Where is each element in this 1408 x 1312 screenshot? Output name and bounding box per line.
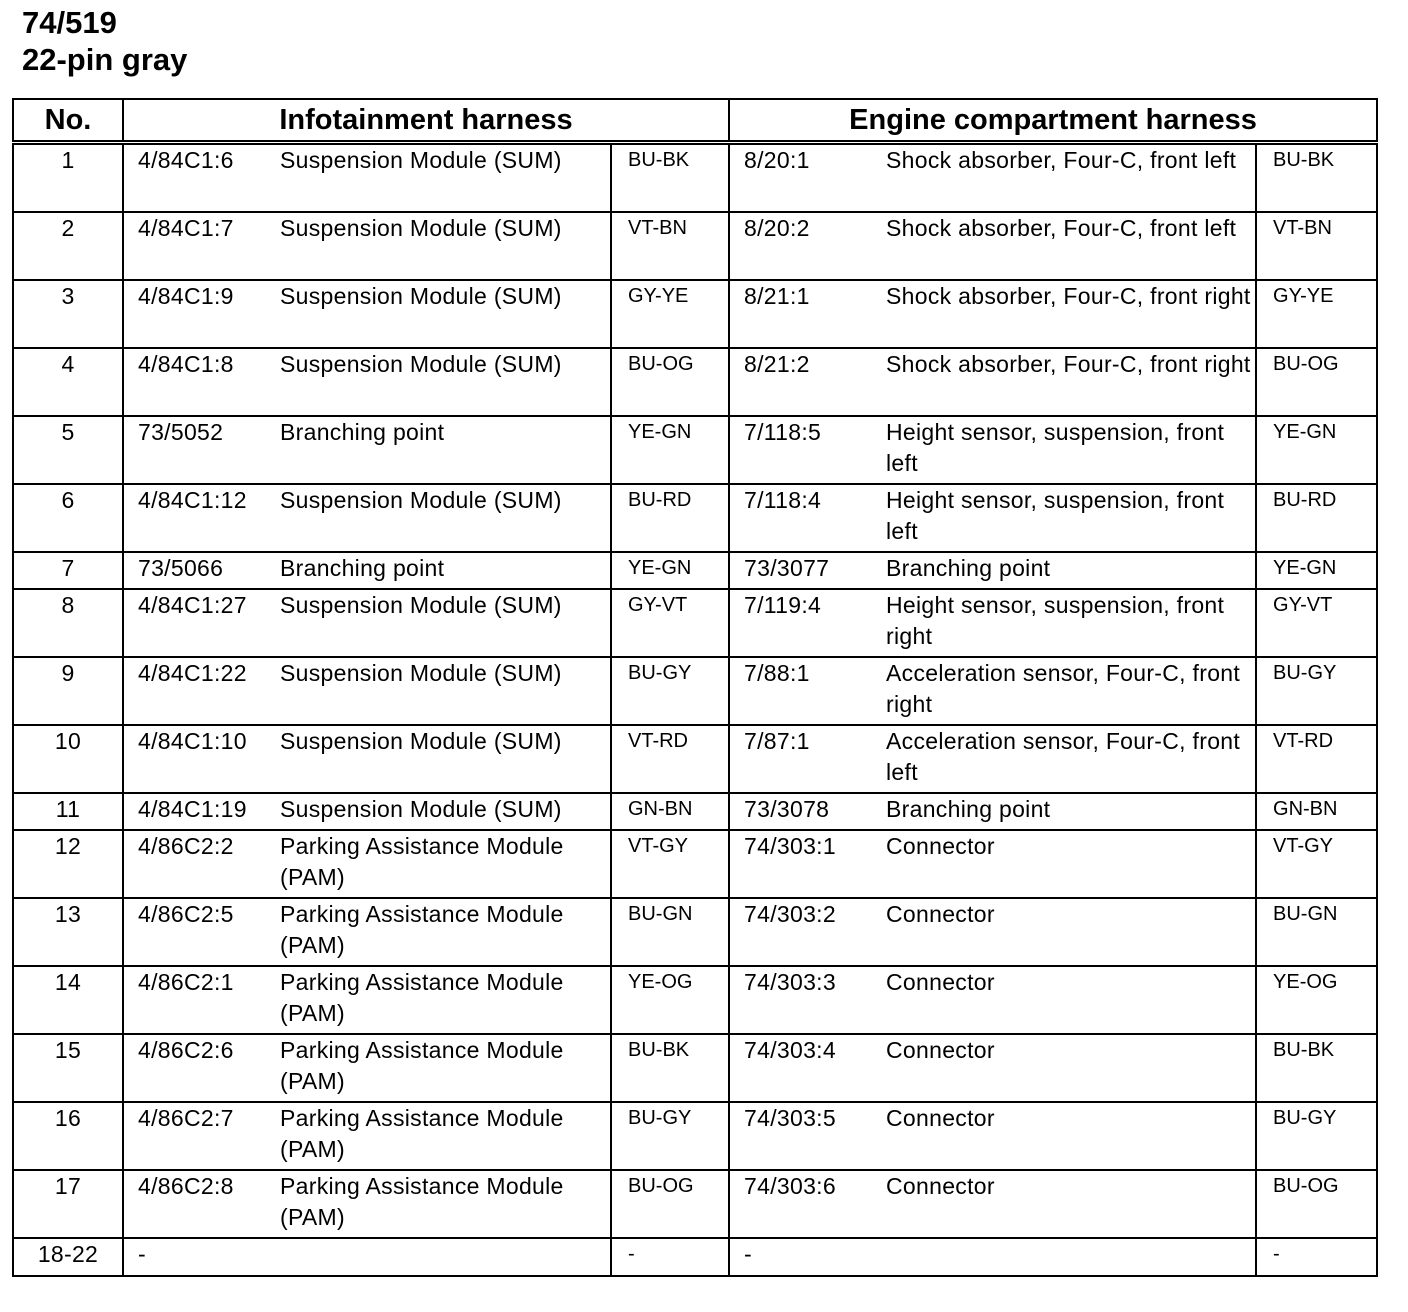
pin-number-cell: 9 — [13, 657, 123, 725]
engine-code-cell: 7/88:1 — [729, 657, 886, 725]
infotainment-description-cell: Parking Assistance Module (PAM) — [280, 1170, 611, 1238]
pin-number-cell: 13 — [13, 898, 123, 966]
pin-number-cell: 14 — [13, 966, 123, 1034]
engine-wire-color-cell: BU-BK — [1256, 1034, 1377, 1102]
infotainment-code-cell: 4/86C2:5 — [123, 898, 280, 966]
pin-number-cell: 6 — [13, 484, 123, 552]
table-row — [13, 484, 1377, 552]
engine-description-cell: Connector — [886, 898, 1256, 966]
engine-description-cell: Connector — [886, 966, 1256, 1034]
infotainment-wire-color-cell: YE-OG — [611, 966, 729, 1034]
document-heading — [22, 4, 187, 78]
infotainment-code-cell: 4/84C1:22 — [123, 657, 280, 725]
pin-number-cell: 16 — [13, 1102, 123, 1170]
infotainment-description-cell: Suspension Module (SUM) — [280, 725, 611, 793]
engine-description-cell: Shock absorber, Four-C, front left — [886, 212, 1256, 280]
engine-description-cell: Connector — [886, 1170, 1256, 1238]
infotainment-code-cell: 4/84C1:8 — [123, 348, 280, 416]
table-row — [13, 1170, 1377, 1238]
engine-wire-color-cell: YE-GN — [1256, 416, 1377, 484]
infotainment-wire-color-cell: - — [611, 1238, 729, 1276]
infotainment-description-cell: Suspension Module (SUM) — [280, 589, 611, 657]
infotainment-wire-color-cell: BU-OG — [611, 348, 729, 416]
engine-code-cell: 74/303:5 — [729, 1102, 886, 1170]
infotainment-code-cell: 73/5052 — [123, 416, 280, 484]
pin-number-cell: 2 — [13, 212, 123, 280]
engine-code-cell: 7/87:1 — [729, 725, 886, 793]
engine-description-cell: Height sensor, suspension, front right — [886, 589, 1256, 657]
pin-number-cell: 11 — [13, 793, 123, 830]
engine-code-cell: 7/118:5 — [729, 416, 886, 484]
engine-wire-color-cell: VT-GY — [1256, 830, 1377, 898]
engine-code-cell: 8/20:1 — [729, 143, 886, 213]
pin-number-cell: 18-22 — [13, 1238, 123, 1276]
pin-number-cell: 15 — [13, 1034, 123, 1102]
engine-wire-color-cell: GN-BN — [1256, 793, 1377, 830]
table-row — [13, 793, 1377, 830]
engine-code-cell: 74/303:1 — [729, 830, 886, 898]
infotainment-description-cell: Suspension Module (SUM) — [280, 657, 611, 725]
pin-number-cell: 12 — [13, 830, 123, 898]
pin-number-cell: 8 — [13, 589, 123, 657]
pin-number-cell: 3 — [13, 280, 123, 348]
infotainment-code-cell: 4/84C1:12 — [123, 484, 280, 552]
engine-wire-color-cell: GY-VT — [1256, 589, 1377, 657]
engine-wire-color-cell: BU-OG — [1256, 1170, 1377, 1238]
engine-wire-color-cell: BU-GY — [1256, 1102, 1377, 1170]
engine-wire-color-cell: VT-BN — [1256, 212, 1377, 280]
engine-description-cell: Connector — [886, 830, 1256, 898]
infotainment-wire-color-cell: BU-GY — [611, 1102, 729, 1170]
engine-description-cell: Shock absorber, Four-C, front right — [886, 280, 1256, 348]
connector-description: 22-pin gray — [22, 42, 188, 77]
engine-wire-color-cell: BU-OG — [1256, 348, 1377, 416]
infotainment-code-cell: 4/86C2:6 — [123, 1034, 280, 1102]
table-body — [13, 143, 1377, 1277]
column-header-no: No. — [13, 99, 123, 143]
infotainment-wire-color-cell: BU-BK — [611, 143, 729, 213]
infotainment-wire-color-cell: BU-RD — [611, 484, 729, 552]
infotainment-wire-color-cell: BU-OG — [611, 1170, 729, 1238]
infotainment-code-cell: 4/84C1:7 — [123, 212, 280, 280]
table-row — [13, 280, 1377, 348]
engine-wire-color-cell: - — [1256, 1238, 1377, 1276]
engine-code-cell: 74/303:4 — [729, 1034, 886, 1102]
engine-code-cell: 8/21:1 — [729, 280, 886, 348]
table-row — [13, 348, 1377, 416]
engine-code-cell: 74/303:3 — [729, 966, 886, 1034]
infotainment-code-cell: 4/86C2:8 — [123, 1170, 280, 1238]
engine-description-cell: Branching point — [886, 793, 1256, 830]
engine-code-cell: 8/20:2 — [729, 212, 886, 280]
engine-code-cell: 7/119:4 — [729, 589, 886, 657]
table-row — [13, 966, 1377, 1034]
infotainment-code-cell: 4/86C2:2 — [123, 830, 280, 898]
infotainment-code-cell: 4/84C1:9 — [123, 280, 280, 348]
engine-description-cell: Connector — [886, 1102, 1256, 1170]
engine-wire-color-cell: BU-GN — [1256, 898, 1377, 966]
pin-number-cell: 17 — [13, 1170, 123, 1238]
infotainment-code-cell: 4/84C1:6 — [123, 143, 280, 213]
pin-assignment-table — [12, 98, 1378, 1277]
engine-description-cell: Shock absorber, Four-C, front right — [886, 348, 1256, 416]
infotainment-description-cell: Suspension Module (SUM) — [280, 212, 611, 280]
column-header-engine: Engine compartment harness — [729, 99, 1377, 143]
engine-code-cell: 74/303:6 — [729, 1170, 886, 1238]
infotainment-description-cell: Suspension Module (SUM) — [280, 348, 611, 416]
engine-description-cell: Acceleration sensor, Four-C, front left — [886, 725, 1256, 793]
infotainment-wire-color-cell: GN-BN — [611, 793, 729, 830]
pin-number-cell: 10 — [13, 725, 123, 793]
infotainment-description-cell: Suspension Module (SUM) — [280, 793, 611, 830]
table-row — [13, 1034, 1377, 1102]
engine-wire-color-cell: VT-RD — [1256, 725, 1377, 793]
infotainment-description-cell: Branching point — [280, 552, 611, 589]
table-row — [13, 552, 1377, 589]
engine-wire-color-cell: YE-OG — [1256, 966, 1377, 1034]
engine-wire-color-cell: BU-RD — [1256, 484, 1377, 552]
engine-wire-color-cell: BU-GY — [1256, 657, 1377, 725]
infotainment-wire-color-cell: VT-GY — [611, 830, 729, 898]
infotainment-code-cell: 4/84C1:19 — [123, 793, 280, 830]
engine-description-cell: Branching point — [886, 552, 1256, 589]
infotainment-code-cell: 4/84C1:10 — [123, 725, 280, 793]
infotainment-code-cell: 4/86C2:1 — [123, 966, 280, 1034]
table-header-row — [13, 99, 1377, 143]
table-row — [13, 589, 1377, 657]
table-row — [13, 657, 1377, 725]
engine-code-cell: 73/3077 — [729, 552, 886, 589]
infotainment-wire-color-cell: BU-GN — [611, 898, 729, 966]
infotainment-description-cell: Parking Assistance Module (PAM) — [280, 1034, 611, 1102]
infotainment-description-cell: Suspension Module (SUM) — [280, 280, 611, 348]
engine-code-cell: 73/3078 — [729, 793, 886, 830]
engine-code-cell: 7/118:4 — [729, 484, 886, 552]
table-row — [13, 830, 1377, 898]
infotainment-description-cell — [280, 1238, 611, 1276]
pin-number-cell: 4 — [13, 348, 123, 416]
infotainment-description-cell: Suspension Module (SUM) — [280, 484, 611, 552]
column-header-infotainment: Infotainment harness — [123, 99, 729, 143]
table-row — [13, 1102, 1377, 1170]
pin-number-cell: 5 — [13, 416, 123, 484]
infotainment-wire-color-cell: VT-RD — [611, 725, 729, 793]
infotainment-description-cell: Suspension Module (SUM) — [280, 143, 611, 213]
engine-wire-color-cell: YE-GN — [1256, 552, 1377, 589]
table-row — [13, 898, 1377, 966]
infotainment-wire-color-cell: BU-GY — [611, 657, 729, 725]
table-row — [13, 725, 1377, 793]
infotainment-description-cell: Parking Assistance Module (PAM) — [280, 830, 611, 898]
pin-number-cell: 7 — [13, 552, 123, 589]
table-row — [13, 416, 1377, 484]
infotainment-description-cell: Parking Assistance Module (PAM) — [280, 966, 611, 1034]
pin-number-cell: 1 — [13, 143, 123, 213]
engine-description-cell — [886, 1238, 1256, 1276]
engine-code-cell: 74/303:2 — [729, 898, 886, 966]
infotainment-code-cell: 4/86C2:7 — [123, 1102, 280, 1170]
infotainment-code-cell: - — [123, 1238, 280, 1276]
connector-id: 74/519 — [22, 5, 117, 40]
infotainment-wire-color-cell: YE-GN — [611, 552, 729, 589]
engine-code-cell: 8/21:2 — [729, 348, 886, 416]
table-row — [13, 1238, 1377, 1276]
engine-wire-color-cell: BU-BK — [1256, 143, 1377, 213]
infotainment-code-cell: 73/5066 — [123, 552, 280, 589]
infotainment-wire-color-cell: YE-GN — [611, 416, 729, 484]
infotainment-code-cell: 4/84C1:27 — [123, 589, 280, 657]
engine-description-cell: Height sensor, suspension, front left — [886, 484, 1256, 552]
engine-description-cell: Shock absorber, Four-C, front left — [886, 143, 1256, 213]
infotainment-description-cell: Branching point — [280, 416, 611, 484]
infotainment-description-cell: Parking Assistance Module (PAM) — [280, 1102, 611, 1170]
engine-description-cell: Height sensor, suspension, front left — [886, 416, 1256, 484]
infotainment-wire-color-cell: GY-VT — [611, 589, 729, 657]
engine-description-cell: Connector — [886, 1034, 1256, 1102]
engine-description-cell: Acceleration sensor, Four-C, front right — [886, 657, 1256, 725]
infotainment-wire-color-cell: VT-BN — [611, 212, 729, 280]
infotainment-wire-color-cell: BU-BK — [611, 1034, 729, 1102]
engine-code-cell: - — [729, 1238, 886, 1276]
infotainment-description-cell: Parking Assistance Module (PAM) — [280, 898, 611, 966]
table-row — [13, 143, 1377, 213]
engine-wire-color-cell: GY-YE — [1256, 280, 1377, 348]
table-row — [13, 212, 1377, 280]
infotainment-wire-color-cell: GY-YE — [611, 280, 729, 348]
